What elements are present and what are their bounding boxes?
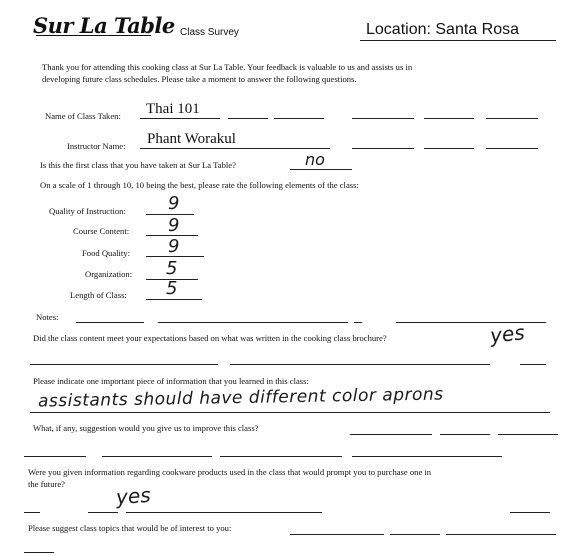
- rating-label-food: Food Quality:: [82, 248, 130, 258]
- answer-cookware[interactable]: yes: [115, 482, 152, 510]
- answer-brochure[interactable]: yes: [488, 320, 526, 348]
- topics-line: [290, 534, 384, 535]
- question-brochure: Did the class content meet your expectations based on what was written in the cooking class brochure?: [33, 333, 387, 343]
- location-label: Location: Santa Rosa: [366, 21, 519, 38]
- suggestion-line-4: [24, 456, 86, 457]
- cookware-line-2: [88, 512, 118, 513]
- form-title: Class Survey: [180, 27, 239, 38]
- suggestion-line-5: [102, 456, 212, 457]
- suggestion-line-7: [352, 456, 502, 457]
- class-taken-line-4: [352, 118, 414, 119]
- rating-label-length: Length of Class:: [70, 290, 127, 300]
- question-suggestion: What, if any, suggestion would you give us to improve this class?: [33, 423, 259, 433]
- intro-line-1: Thank you for attending this cooking class at Sur La Table. Your feedback is valuable to us and assists us in: [42, 62, 413, 72]
- instructor-label: Instructor Name:: [67, 141, 126, 151]
- class-taken-line-2: [228, 118, 268, 119]
- notes-line-3: [354, 322, 362, 323]
- answer-learned[interactable]: assistants should have different color aprons: [37, 384, 444, 412]
- rating-prompt: On a scale of 1 through 10, 10 being the best, please rate the following elements of the class:: [40, 180, 359, 190]
- class-taken-label: Name of Class Taken:: [45, 111, 121, 121]
- rating-value-food[interactable]: 9: [168, 236, 180, 257]
- notes-line-2: [158, 322, 348, 323]
- class-taken-line-6: [486, 118, 538, 119]
- class-taken-line: [140, 118, 220, 119]
- topics-line-3: [446, 534, 556, 535]
- question-topics: Please suggest class topics that would be of interest to you:: [28, 523, 232, 533]
- location-underline: [360, 40, 556, 41]
- learned-line: [30, 412, 550, 413]
- instructor-line: [140, 148, 330, 149]
- rating-value-instruction[interactable]: 9: [168, 193, 180, 214]
- notes-line: [76, 322, 144, 323]
- rating-value-organization[interactable]: 5: [166, 258, 178, 279]
- topics-line-4: [24, 552, 54, 553]
- topics-line-2: [390, 534, 440, 535]
- class-taken-line-5: [424, 118, 474, 119]
- rating-label-content: Course Content:: [73, 226, 130, 236]
- instructor-line-4: [486, 148, 538, 149]
- suggestion-line-2: [440, 434, 490, 435]
- question-cookware-line-1: Were you given information regarding cookware products used in the class that would prompt you to purchase one in: [28, 467, 432, 477]
- rating-label-organization: Organization:: [85, 269, 133, 279]
- suggestion-line-3: [498, 434, 558, 435]
- class-taken-line-3: [274, 118, 324, 119]
- rating-value-length[interactable]: 5: [166, 278, 178, 299]
- first-class-question: Is this the first class that you have taken at Sur La Table?: [40, 160, 236, 170]
- intro-line-2: developing future class schedules. Please take a moment to answer the following questions.: [42, 74, 357, 84]
- first-class-answer[interactable]: no: [305, 150, 325, 169]
- rating-label-instruction: Quality of Instruction:: [49, 206, 126, 216]
- question-learned: Please indicate one important piece of information that you learned in this class:: [33, 376, 309, 386]
- suggestion-line: [350, 434, 432, 435]
- notes-label: Notes:: [36, 312, 59, 322]
- rating-line-food: [146, 256, 204, 257]
- class-taken-value[interactable]: Thai 101: [146, 101, 200, 117]
- brochure-line-2: [230, 364, 490, 365]
- cookware-line-4: [510, 512, 550, 513]
- logo-underline: [36, 35, 151, 36]
- instructor-line-2: [352, 148, 414, 149]
- instructor-line-3: [424, 148, 474, 149]
- suggestion-line-6: [220, 456, 342, 457]
- instructor-value[interactable]: Phant Worakul: [147, 131, 236, 147]
- cookware-line: [24, 512, 40, 513]
- question-cookware-line-2: the future?: [28, 479, 65, 489]
- cookware-line-3: [126, 512, 322, 513]
- first-class-line: [290, 169, 352, 170]
- rating-value-content[interactable]: 9: [168, 215, 180, 236]
- store-logo: Sur La Table: [33, 13, 175, 38]
- rating-line-length: [146, 299, 202, 300]
- brochure-line-3: [520, 364, 546, 365]
- brochure-line: [30, 364, 218, 365]
